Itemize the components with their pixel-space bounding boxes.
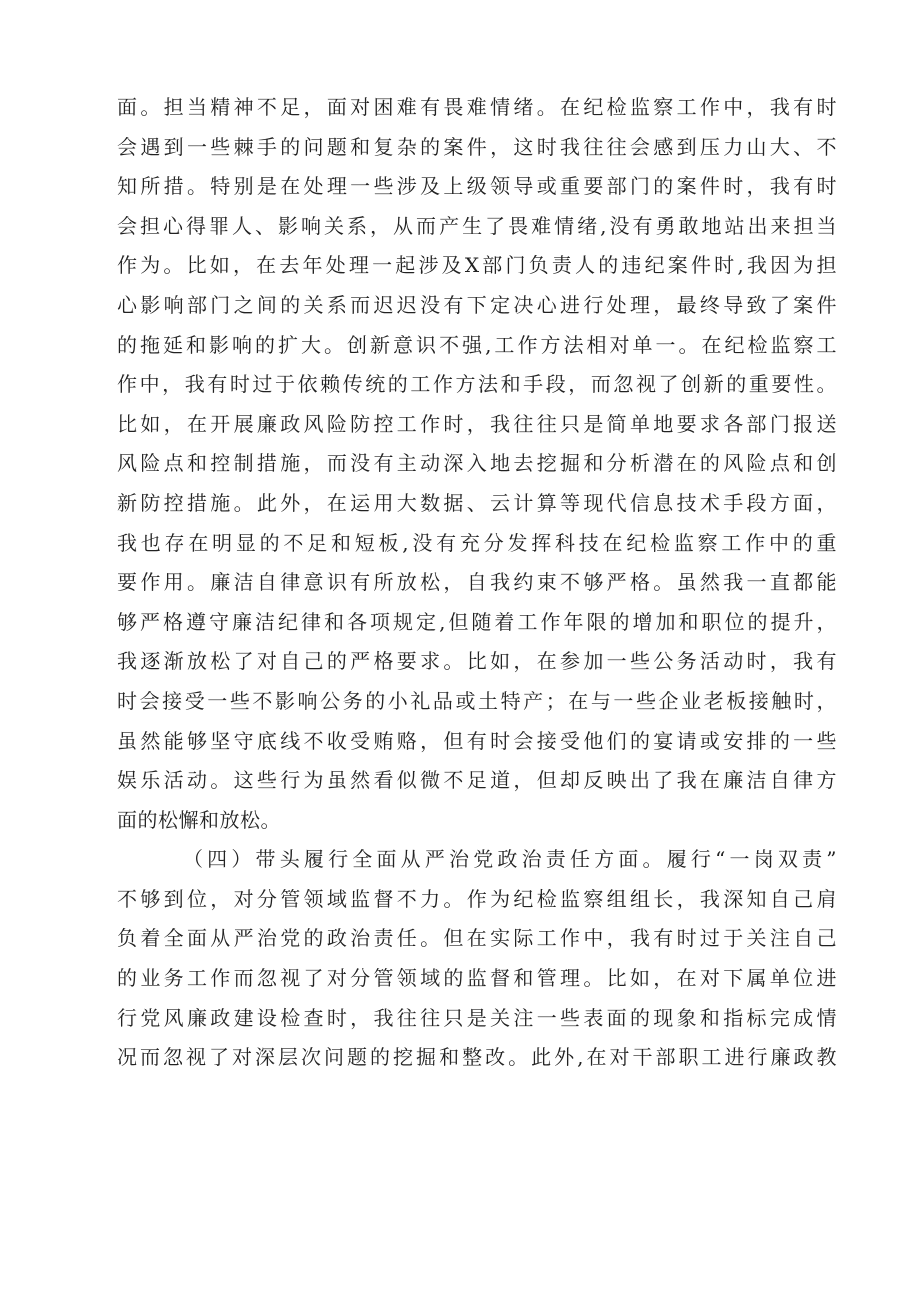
text-line: 够严格遵守廉洁纪律和各项规定,但随着工作年限的增加和职位的提升， bbox=[117, 609, 837, 634]
text-line: 我也存在明显的不足和短板,没有充分发挥科技在纪检监察工作中的重 bbox=[117, 530, 837, 555]
text-line: 娱乐活动。这些行为虽然看似微不足道，但却反映出了我在廉洁自律方 bbox=[117, 768, 837, 793]
text-line: 时会接受一些不影响公务的小礼品或土特产；在与一些企业老板接触时， bbox=[117, 688, 837, 713]
text-line: 面。担当精神不足，面对困难有畏难情绪。在纪检监察工作中，我有时 bbox=[117, 95, 837, 119]
text-line: 会担心得罪人、影响关系，从而产生了畏难情绪,没有勇敢地站出来担当 bbox=[117, 213, 837, 238]
text-line: 我逐渐放松了对自己的严格要求。比如，在参加一些公务活动时，我有 bbox=[117, 649, 837, 674]
text-line: 作中，我有时过于依赖传统的工作方法和手段，而忽视了创新的重要性。 bbox=[117, 372, 837, 397]
text-line: 虽然能够坚守底线不收受贿赂，但有时会接受他们的宴请或安排的一些 bbox=[117, 728, 837, 753]
text-line: 不够到位，对分管领域监督不力。作为纪检监察组组长，我深知自己肩 bbox=[117, 886, 837, 911]
body-text bbox=[117, 88, 837, 1078]
text-line: 知所措。特别是在处理一些涉及上级领导或重要部门的案件时，我有时 bbox=[117, 174, 837, 199]
text-line: 作为。比如，在去年处理一起涉及X部门负责人的违纪案件时,我因为担 bbox=[117, 253, 837, 278]
section-heading-line: （四）带头履行全面从严治党政治责任方面。履行“一岗双责” bbox=[183, 847, 837, 872]
text-line: 的业务工作而忽视了对分管领域的监督和管理。比如，在对下属单位进 bbox=[117, 966, 837, 991]
text-line: 负着全面从严治党的政治责任。但在实际工作中，我有时过于关注自己 bbox=[117, 926, 837, 951]
text-line: 的拖延和影响的扩大。创新意识不强,工作方法相对单一。在纪检监察工 bbox=[117, 332, 837, 357]
text-line: 况而忽视了对深层次问题的挖掘和整改。此外,在对干部职工进行廉政教 bbox=[117, 1045, 837, 1070]
text-line: 心影响部门之间的关系而迟迟没有下定决心进行处理，最终导致了案件 bbox=[117, 292, 837, 317]
text-line: 要作用。廉洁自律意识有所放松，自我约束不够严格。虽然我一直都能 bbox=[117, 570, 837, 595]
text-line: 比如，在开展廉政风险防控工作时，我往往只是简单地要求各部门报送 bbox=[117, 411, 837, 436]
text-line: 行党风廉政建设检查时，我往往只是关注一些表面的现象和指标完成情 bbox=[117, 1005, 837, 1030]
text-line: 风险点和控制措施，而没有主动深入地去挖掘和分析潜在的风险点和创 bbox=[117, 451, 837, 476]
text-line: 面的松懈和放松。 bbox=[117, 807, 281, 832]
text-line: 新防控措施。此外，在运用大数据、云计算等现代信息技术手段方面， bbox=[117, 490, 837, 515]
text-line: 会遇到一些棘手的问题和复杂的案件，这时我往往会感到压力山大、不 bbox=[117, 134, 837, 159]
